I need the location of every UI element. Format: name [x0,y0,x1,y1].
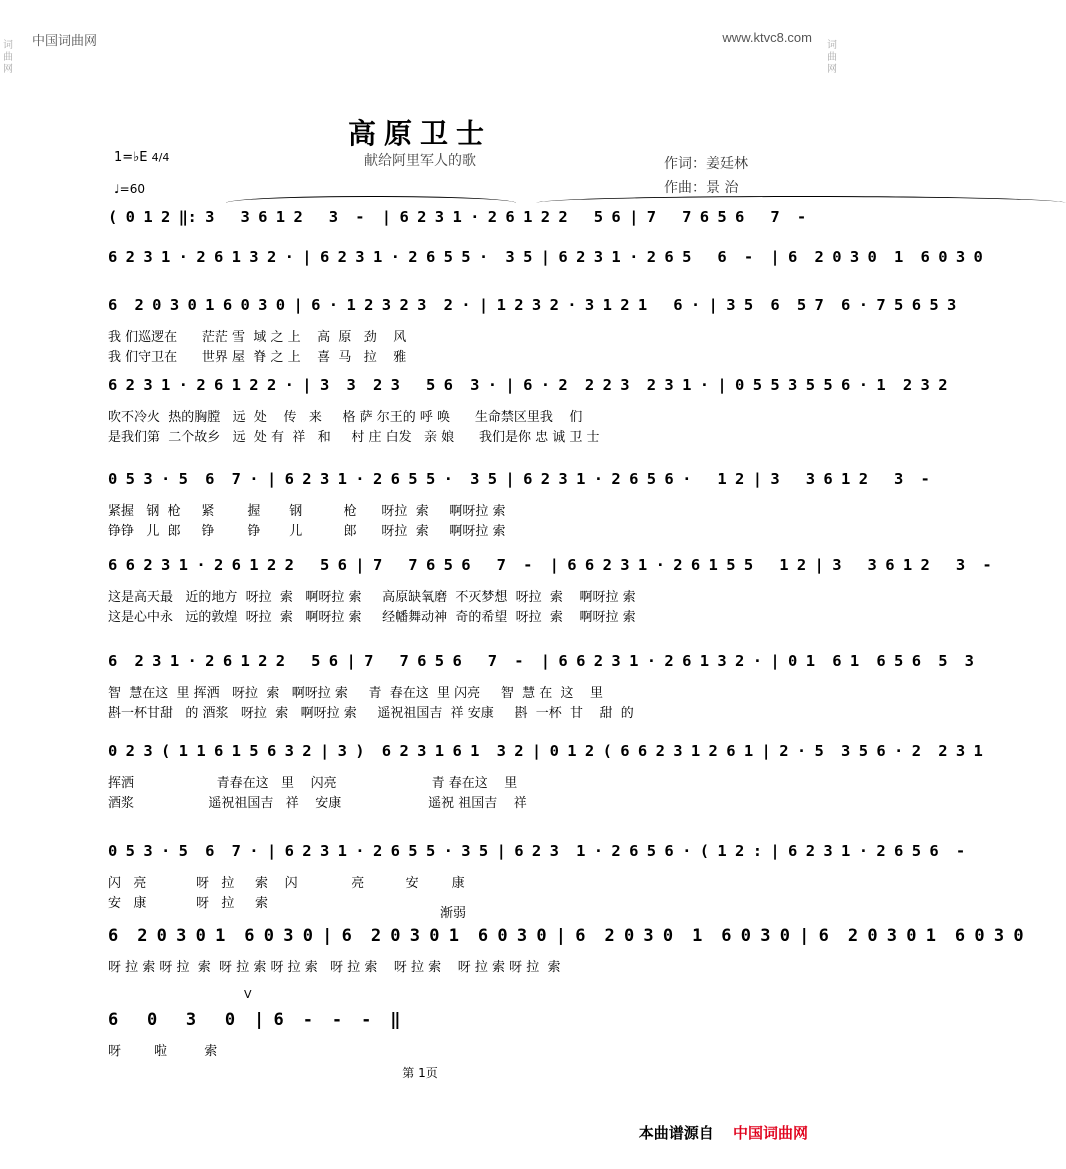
notation-row: 6 0 3 0 | 6 - - - ‖ [108,1010,401,1030]
lyric-line: 闪 亮 呀 拉 索 闪 亮 安 康 [108,876,465,891]
tempo-marking: ♩=60 [114,182,145,196]
slur-mark [536,196,1066,203]
notation-row: 6 2 3 1 · 2 6 1 3 2 · | 6 2 3 1 · 2 6 5 5 · 3 5 | 6 2 3 1 · 2 6 5 6 - | 6 2 0 3 0 1 6 0 3 0 [108,248,983,266]
time-signature: 4/4 [151,151,170,164]
notation-row: 0 2 3 ( 1 1 6 1 5 6 3 2 | 3 ) 6 2 3 1 6 1 3 2 | 0 1 2 ( 6 6 2 3 1 2 6 1 | 2 · 5 3 5 6 · 2 2 3 1 [108,742,983,760]
lyric-line: 呀 啦 索 [108,1044,218,1059]
footer-source-site[interactable]: 中国词曲网 [732,1124,808,1142]
notation-row: 6 2 3 1 · 2 6 1 2 2 · | 3 3 2 3 5 6 3 · | 6 · 2 2 2 3 2 3 1 · | 0 5 5 3 5 5 6 · 1 2 3 2 [108,376,948,394]
lyric-line: 智 慧在这 里 挥洒 呀拉 索 啊呀拉 索 青 春在这 里 闪亮 智 慧 在 这 里 [108,686,604,701]
breath-mark: V [244,988,252,1001]
notation-row: 6 2 0 3 0 1 6 0 3 0 | 6 2 0 3 0 1 6 0 3 0 | 6 2 0 3 0 1 6 0 3 0 | 6 2 0 3 0 1 6 0 3 0 [108,926,1024,946]
side-watermark-right: 词 曲 网 [827,40,837,75]
key-signature: 1=♭E 4/4 [114,150,170,165]
lyric-line: 我 们巡逻在 茫茫 雪 域 之 上 高 原 劲 风 [108,330,407,345]
site-url-right: www.ktvc8.com [722,30,812,45]
footer-source-label: 本曲谱源自 [638,1124,714,1142]
notation-row: 0 5 3 · 5 6 7 · | 6 2 3 1 · 2 6 5 5 · 3 5 | 6 2 3 1 · 2 6 5 6 · ( 1 2 : | 6 2 3 1 · 2 6 5 6 - [108,842,965,860]
site-name-left: 中国词曲网 [32,33,98,48]
lyric-line: 是我们第 二个故乡 远 处 有 祥 和 村 庄 白发 亲 娘 我们是你 忠 诚 卫 士 [108,430,600,445]
notation-row: 0 5 3 · 5 6 7 · | 6 2 3 1 · 2 6 5 5 · 3 5 | 6 2 3 1 · 2 6 5 6 · 1 2 | 3 3 6 1 2 3 - [108,470,930,488]
lyric-line: 斟一杯甘甜 的 酒浆 呀拉 索 啊呀拉 索 遥祝祖国吉 祥 安康 斟 一杯 甘 甜 的 [108,706,634,721]
lyric-line: 挥洒 青春在这 里 闪亮 青 春在这 里 [108,776,518,791]
lyric-line: 吹不冷火 热的胸膛 远 处 传 来 格 萨 尔王的 呼 唤 生命禁区里我 们 [108,410,583,425]
page-number: 第 1页 [402,1066,438,1080]
lyric-line: 这是高天最 近的地方 呀拉 索 啊呀拉 索 高原缺氧磨 不灭梦想 呀拉 索 啊呀拉 索 [108,590,636,605]
notation-row: 6 6 2 3 1 · 2 6 1 2 2 5 6 | 7 7 6 5 6 7 - | 6 6 2 3 1 · 2 6 1 5 5 1 2 | 3 3 6 1 2 3 - [108,556,992,574]
lyric-line: 铮铮 儿 郎 铮 铮 儿 郎 呀拉 索 啊呀拉 索 [108,524,506,539]
lyric-line: 安 康 呀 拉 索 [108,896,269,911]
song-subtitle: 献给阿里军人的歌 [364,153,476,169]
lyric-line: 这是心中永 远的敦煌 呀拉 索 啊呀拉 索 经幡舞动神 奇的希望 呀拉 索 啊呀拉 索 [108,610,636,625]
lyric-line: 紧握 钢 枪 紧 握 钢 枪 呀拉 索 啊呀拉 索 [108,504,506,519]
notation-row: 6 2 3 1 · 2 6 1 2 2 5 6 | 7 7 6 5 6 7 - | 6 6 2 3 1 · 2 6 1 3 2 · | 0 1 6 1 6 5 6 5 3 [108,652,974,670]
fade-marking: 渐弱 [440,906,467,921]
slur-mark [226,196,516,203]
side-watermark-left: 词 曲 网 [3,40,13,75]
notation-row: ( 0 1 2 ‖: 3 3 6 1 2 3 - | 6 2 3 1 · 2 6 1 2 2 5 6 | 7 7 6 5 6 7 - [108,208,806,226]
lyric-line: 呀 拉 索 呀 拉 索 呀 拉 索 呀 拉 索 呀 拉 索 呀 拉 索 呀 拉 索 呀 拉 索 [108,960,561,975]
song-title: 高原卫士 [347,117,492,150]
composer-credit: 作曲：景 治 [664,180,739,196]
lyric-line: 酒浆 遥祝祖国吉 祥 安康 遥祝 祖国吉 祥 [108,796,527,811]
lyric-line: 我 们守卫在 世界 屋 脊 之 上 喜 马 拉 雅 [108,350,407,365]
lyricist-credit: 作词：姜廷林 [664,156,748,172]
notation-row: 6 2 0 3 0 1 6 0 3 0 | 6 · 1 2 3 2 3 2 · | 1 2 3 2 · 3 1 2 1 6 · | 3 5 6 5 7 6 · 7 5 6 5 3 [108,296,956,314]
footer-source [639,1122,808,1143]
